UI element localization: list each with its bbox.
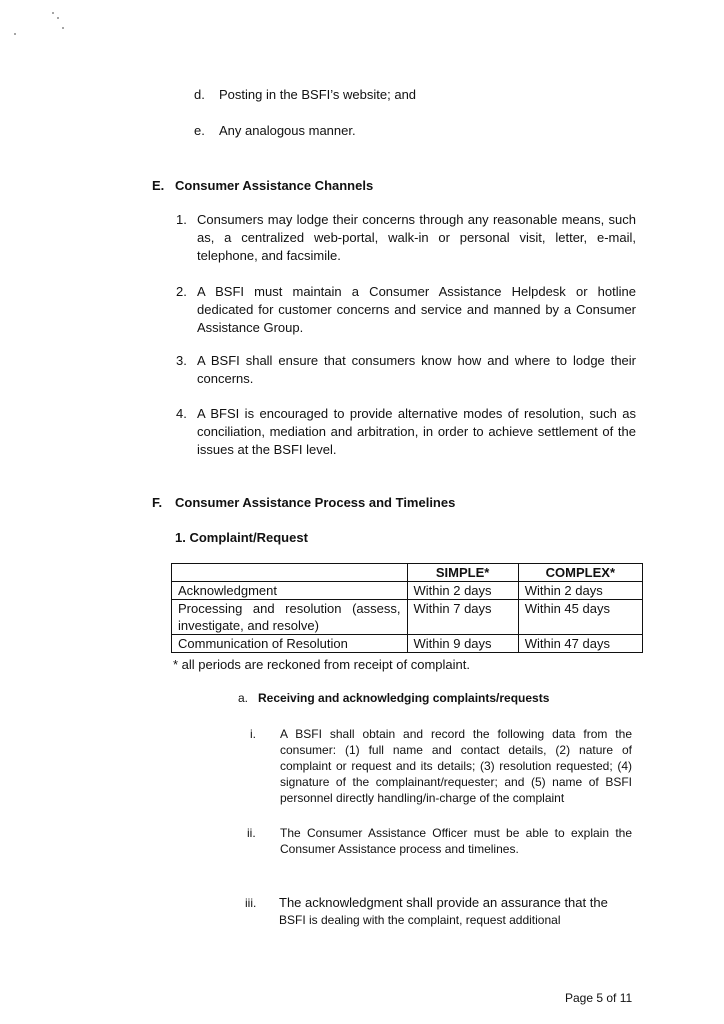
- item-text-line-2: BSFI is dealing with the complaint, request additional: [279, 913, 561, 927]
- item-number: 4.: [176, 406, 187, 421]
- section-title: Consumer Assistance Process and Timelines: [175, 495, 456, 510]
- item-number: i.: [250, 727, 256, 741]
- subsection-a-heading: [238, 690, 550, 706]
- scan-speck: [62, 27, 64, 29]
- section-label: F.: [152, 495, 163, 510]
- item-number: iii.: [245, 896, 257, 910]
- item-number: 2.: [176, 284, 187, 299]
- item-number: 1.: [176, 212, 187, 227]
- item-number: 3.: [176, 353, 187, 368]
- section-e-item-3: [176, 352, 636, 388]
- item-text-line-1: The acknowledgment shall provide an assurance that the: [279, 895, 608, 910]
- list-item-d: [194, 86, 417, 104]
- table-header-complex: COMPLEX*: [518, 564, 642, 582]
- section-title: Consumer Assistance Channels: [175, 178, 374, 193]
- table-row: [172, 635, 643, 653]
- item-text: A BFSI is encouraged to provide alternative modes of resolution, such as conciliation, mediation and arbitration, in order to achieve settlement of the issues at the BSFI level.: [197, 406, 636, 457]
- section-label: E.: [152, 178, 165, 193]
- item-text: The Consumer Assistance Officer must be able to explain the Consumer Assistance process and timelines.: [280, 826, 632, 856]
- table-cell-complex: Within 47 days: [518, 635, 642, 653]
- table-cell-activity: Communication of Resolution: [172, 635, 408, 653]
- section-f-heading: [152, 494, 456, 512]
- list-label: d.: [194, 87, 205, 102]
- table-cell-complex: Within 2 days: [518, 582, 642, 600]
- item-number: ii.: [247, 826, 256, 840]
- table-row: [172, 600, 643, 635]
- table-cell-simple: Within 9 days: [407, 635, 518, 653]
- list-label: e.: [194, 123, 205, 138]
- section-e-item-1: [176, 211, 636, 265]
- section-e-item-4: [176, 405, 636, 459]
- table-header-row: [172, 564, 643, 582]
- subsection-title: Receiving and acknowledging complaints/requests: [258, 691, 550, 705]
- subsection-a-item-iii: [245, 894, 635, 929]
- table-cell-activity: Processing and resolution (assess, investigate, and resolve): [172, 600, 408, 635]
- list-text: Any analogous manner.: [219, 123, 356, 138]
- subsection-a-item-ii: [247, 825, 632, 857]
- table-cell-complex: Within 45 days: [518, 600, 642, 635]
- item-text: Consumers may lodge their concerns through any reasonable means, such as, a centralized web-portal, walk-in or personal visit, letter, e-mail, telephone, and facsimile.: [197, 212, 636, 263]
- table-header-cell: [172, 564, 408, 582]
- section-e-heading: [152, 177, 374, 195]
- list-text: Posting in the BSFI’s website; and: [219, 87, 417, 102]
- scan-speck: [14, 33, 16, 35]
- list-item-e: [194, 122, 356, 140]
- scan-speck: [52, 12, 54, 14]
- table-cell-simple: Within 7 days: [407, 600, 518, 635]
- item-text: A BSFI must maintain a Consumer Assistance Helpdesk or hotline dedicated for customer concerns and service and manned by a Consumer Assistance Group.: [197, 284, 636, 335]
- page-number: Page 5 of 11: [565, 991, 633, 1005]
- timeline-table: [171, 563, 643, 653]
- scan-speck: [57, 17, 59, 19]
- table-cell-simple: Within 2 days: [407, 582, 518, 600]
- table-footnote: * all periods are reckoned from receipt of complaint.: [173, 657, 470, 672]
- section-e-item-2: [176, 283, 636, 337]
- item-text: A BSFI shall ensure that consumers know how and where to lodge their concerns.: [197, 353, 636, 386]
- table-header-simple: SIMPLE*: [407, 564, 518, 582]
- table-cell-activity: Acknowledgment: [172, 582, 408, 600]
- subsection-a-item-i: [250, 726, 632, 806]
- subheading-complaint-request: 1. Complaint/Request: [175, 530, 308, 545]
- table-row: [172, 582, 643, 600]
- subsection-label: a.: [238, 691, 249, 705]
- item-text: A BSFI shall obtain and record the following data from the consumer: (1) full name and contact details, (2) nature of complaint or request and its details; (3) resolution requested; (4) signature of the complainant/requester; and (5) name of BSFI personnel directly handling/in-charge of the complaint: [280, 727, 632, 805]
